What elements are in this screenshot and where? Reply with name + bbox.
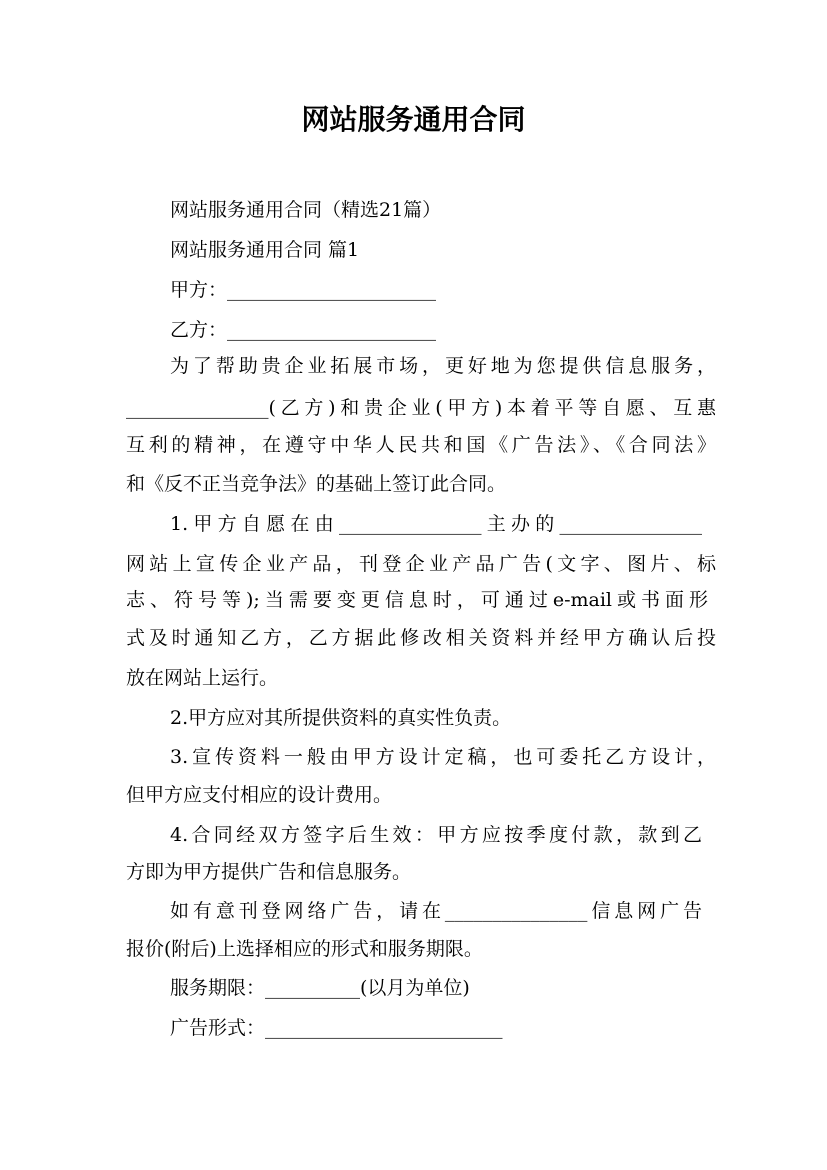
paragraph-line: 如有意刊登网络广告，请在_______________信息网广告 <box>170 900 702 922</box>
clause-3-line: 但甲方应支付相应的设计费用。 <box>126 784 393 806</box>
party-b-line: 乙方：______________________ <box>170 319 437 341</box>
paragraph-line: 为了帮助贵企业拓展市场，更好地为您提供信息服务， <box>170 355 716 377</box>
document-title: 网站服务通用合同 <box>301 103 526 136</box>
clause-1-line: 式及时通知乙方，乙方据此修改相关资料并经甲方确认后投 <box>126 627 716 649</box>
clause-2-line: 2.甲方应对其所提供资料的真实性负责。 <box>170 707 512 729</box>
ad-format-line: 广告形式：_________________________ <box>170 1017 503 1039</box>
party-a-line: 甲方：______________________ <box>170 279 437 301</box>
paragraph-line: 和《反不正当竞争法》的基础上签订此合同。 <box>126 473 507 495</box>
service-period-line: 服务期限：__________(以月为单位) <box>170 977 470 999</box>
clause-1-line: 网站上宣传企业产品，刊登企业产品广告(文字、图片、标 <box>126 553 716 575</box>
paragraph-line: 互利的精神，在遵守中华人民共和国《广告法》、《合同法》 <box>126 434 716 456</box>
paragraph-line: 报价(附后)上选择相应的形式和服务期限。 <box>126 938 483 960</box>
clause-4-line: 方即为甲方提供广告和信息服务。 <box>126 861 412 883</box>
clause-1-line: 1.甲方自愿在由_______________主办的_______________ <box>170 513 702 535</box>
section-heading: 网站服务通用合同 篇1 <box>170 239 360 261</box>
clause-3-line: 3.宣传资料一般由甲方设计定稿，也可委托乙方设计， <box>170 746 716 768</box>
subtitle-line: 网站服务通用合同（精选21篇） <box>170 199 442 221</box>
clause-1-line: 放在网站上运行。 <box>126 667 279 689</box>
clause-4-line: 4.合同经双方签字后生效：甲方应按季度付款，款到乙 <box>170 824 702 846</box>
clause-1-line: 志、符号等);当需要变更信息时，可通过e-mail或书面形 <box>126 589 708 611</box>
paragraph-line: _______________(乙方)和贵企业(甲方)本着平等自愿、互惠 <box>126 397 716 419</box>
